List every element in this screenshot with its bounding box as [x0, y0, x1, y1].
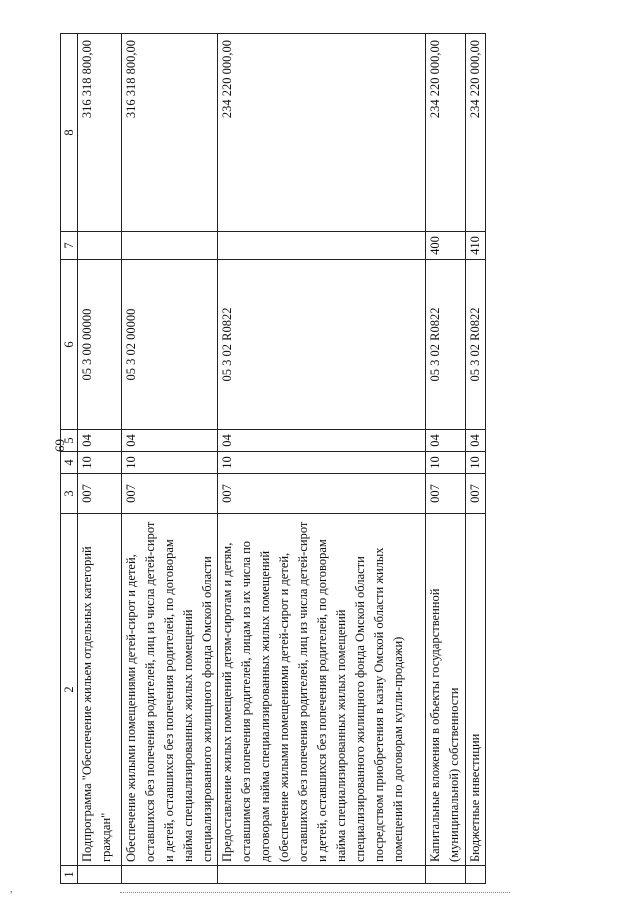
budget-table	[60, 33, 486, 884]
header-col-2: 2	[61, 514, 78, 866]
row-name-cell: Бюджетные инвестиции	[466, 514, 486, 866]
row-csr-cell: 05 3 02 00000	[122, 260, 218, 430]
row-index-cell	[122, 866, 218, 884]
row-rz-cell: 10	[466, 452, 486, 474]
row-adm-cell: 007	[466, 474, 486, 514]
header-row	[61, 34, 78, 884]
row-csr-cell: 05 3 00 00000	[78, 260, 122, 430]
row-pr-cell: 04	[78, 430, 122, 452]
row-vr-cell: 410	[466, 232, 486, 260]
row-index-cell	[218, 866, 426, 884]
page-number: 69	[52, 439, 67, 452]
table-row	[426, 34, 466, 884]
row-adm-cell: 007	[122, 474, 218, 514]
row-vr-cell	[218, 232, 426, 260]
row-pr-cell: 04	[218, 430, 426, 452]
row-rz-cell: 10	[218, 452, 426, 474]
header-col-8: 8	[61, 34, 78, 232]
row-vr-cell	[122, 232, 218, 260]
row-index-cell	[426, 866, 466, 884]
row-name-cell: Подпрограмма "Обеспечение жильем отдельных категорий граждан"	[78, 514, 122, 866]
scan-bottom-edge	[120, 892, 510, 897]
row-sum-cell: 316 318 800,00	[122, 34, 218, 232]
header-col-7: 7	[61, 232, 78, 260]
corner-mark: ,	[10, 884, 13, 895]
table-row	[78, 34, 122, 884]
row-pr-cell: 04	[122, 430, 218, 452]
table-row	[122, 34, 218, 884]
row-adm-cell: 007	[78, 474, 122, 514]
budget-table-frame	[60, 34, 485, 884]
row-vr-cell: 400	[426, 232, 466, 260]
row-sum-cell: 234 220 000,00	[218, 34, 426, 232]
row-index-cell	[78, 866, 122, 884]
header-col-6: 6	[61, 260, 78, 430]
row-rz-cell: 10	[426, 452, 466, 474]
row-adm-cell: 007	[426, 474, 466, 514]
row-name-cell: Обеспечение жилыми помещениями детей-сирот и детей, оставшихся без попечения родителей, лиц из числа детей-сирот и детей, оставшихся без попечения родителей, по договорам найма специализированных жилых помещений специализированного жилищного фонда Омской области	[122, 514, 218, 866]
row-name-cell: Предоставление жилых помещений детям-сиротам и детям, оставшимся без попечения родителей, лицам из их числа по договорам найма специализированных жилых помещений (обеспечение жилыми помещениями детей-сирот и детей, оставшихся без попечения родителей, лиц из числа детей-сирот и детей, оставшихся без попечения родителей, по договорам найма специализированных жилых помещений специализированного жилищного фонда Омской области посредством приобретения в казну Омской области жилых помещений по договорам купли-продажи)	[218, 514, 426, 866]
row-sum-cell: 316 318 800,00	[78, 34, 122, 232]
table-row	[466, 34, 486, 884]
row-adm-cell: 007	[218, 474, 426, 514]
row-sum-cell: 234 220 000,00	[426, 34, 466, 232]
row-csr-cell: 05 3 02 R0822	[426, 260, 466, 430]
row-index-cell	[466, 866, 486, 884]
header-col-5: 5	[61, 430, 78, 452]
rotated-table-wrapper	[60, 34, 485, 884]
row-csr-cell: 05 3 02 R0822	[466, 260, 486, 430]
row-rz-cell: 10	[122, 452, 218, 474]
header-col-1: 1	[61, 866, 78, 884]
row-pr-cell: 04	[426, 430, 466, 452]
row-csr-cell: 05 3 02 R0822	[218, 260, 426, 430]
table-row	[218, 34, 426, 884]
row-sum-cell: 234 220 000,00	[466, 34, 486, 232]
row-rz-cell: 10	[78, 452, 122, 474]
header-col-4: 4	[61, 452, 78, 474]
row-pr-cell: 04	[466, 430, 486, 452]
header-col-3: 3	[61, 474, 78, 514]
row-vr-cell	[78, 232, 122, 260]
row-name-cell: Капитальные вложения в объекты государственной (муниципальной) собственности	[426, 514, 466, 866]
